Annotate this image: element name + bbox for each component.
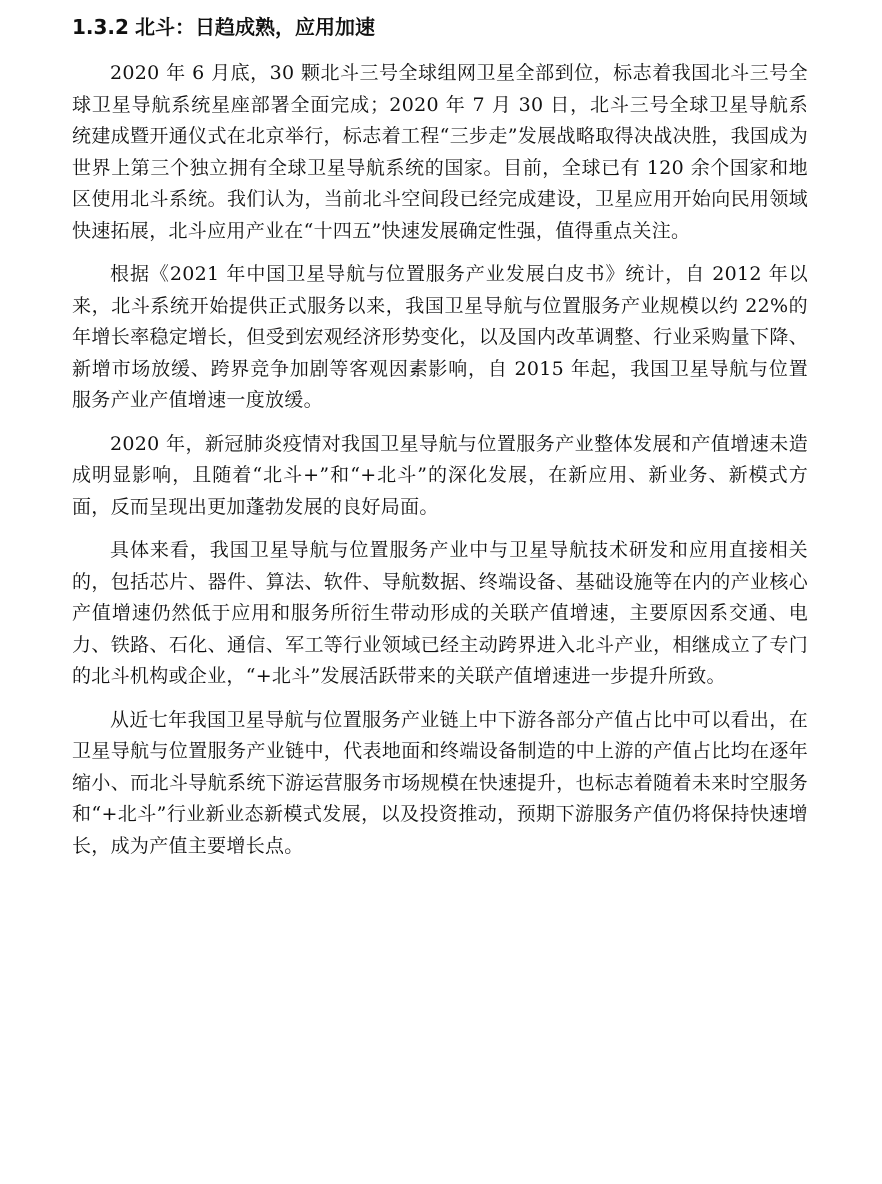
paragraph-industry-chain-share: 从近七年我国卫星导航与位置服务产业链上中下游各部分产值占比中可以看出，在卫星导航与位置服务产业链中，代表地面和终端设备制造的中上游的产值占比均在逐年缩小、而北斗导航系统下游运营服务市场规模在快速提升，也标志着随着未来时空服务和“+北斗”行业新业态新模式发展，以及投资推动，预期下游服务产值仍将保持快速增长，成为产值主要增长点。 (72, 708, 808, 857)
paragraph-core-vs-related-output: 具体来看，我国卫星导航与位置服务产业中与卫星导航技术研发和应用直接相关的，包括芯片、器件、算法、软件、导航数据、终端设备、基础设施等在内的产业核心产值增速仍然低于应用和服务所衍生带动形成的关联产值增速，主要原因系交通、电力、铁路、石化、通信、军工等行业领域已经主动跨界进入北斗产业，相继成立了专门的北斗机构或企业，“+北斗”发展活跃带来的关联产值增速进一步提升所致。 (72, 539, 808, 687)
section-heading (72, 12, 808, 42)
section-title: 北斗：日趋成熟，应用加速 (134, 15, 375, 39)
paragraph-whitepaper-stats: 根据《2021 年中国卫星导航与位置服务产业发展白皮书》统计，自 2012 年以来，北斗系统开始提供正式服务以来，我国卫星导航与位置服务产业规模以约 22%的年增长率稳定增长，但受到宏观经济形势变化，以及国内改革调整、行业采购量下降、新增市场放缓、跨界竞争加剧等客观因素影响，自 2015 年起，我国卫星导航与位置服务产业产值增速一度放缓。 (72, 263, 808, 411)
paragraph-covid-impact: 2020 年，新冠肺炎疫情对我国卫星导航与位置服务产业整体发展和产值增速未造成明显影响，且随着“北斗+”和“+北斗”的深化发展，在新应用、新业务、新模式方面，反而呈现出更加蓬勃发展的良好局面。 (72, 432, 808, 518)
section-number: 1.3.2 (72, 15, 129, 39)
document-page (72, 12, 808, 874)
paragraph-beidou-completion: 2020 年 6 月底，30 颗北斗三号全球组网卫星全部到位，标志着我国北斗三号全球卫星导航系统星座部署全面完成；2020 年 7 月 30 日，北斗三号全球卫星导航系统建成暨开通仪式在北京举行，标志着工程“三步走”发展战略取得决战决胜，我国成为世界上第三个独立拥有全球卫星导航系统的国家。目前，全球已有 120 余个国家和地区使用北斗系统。我们认为，当前北斗空间段已经完成建设，卫星应用开始向民用领域快速拓展，北斗应用产业在“十四五”快速发展确定性强，值得重点关注。 (72, 62, 808, 242)
